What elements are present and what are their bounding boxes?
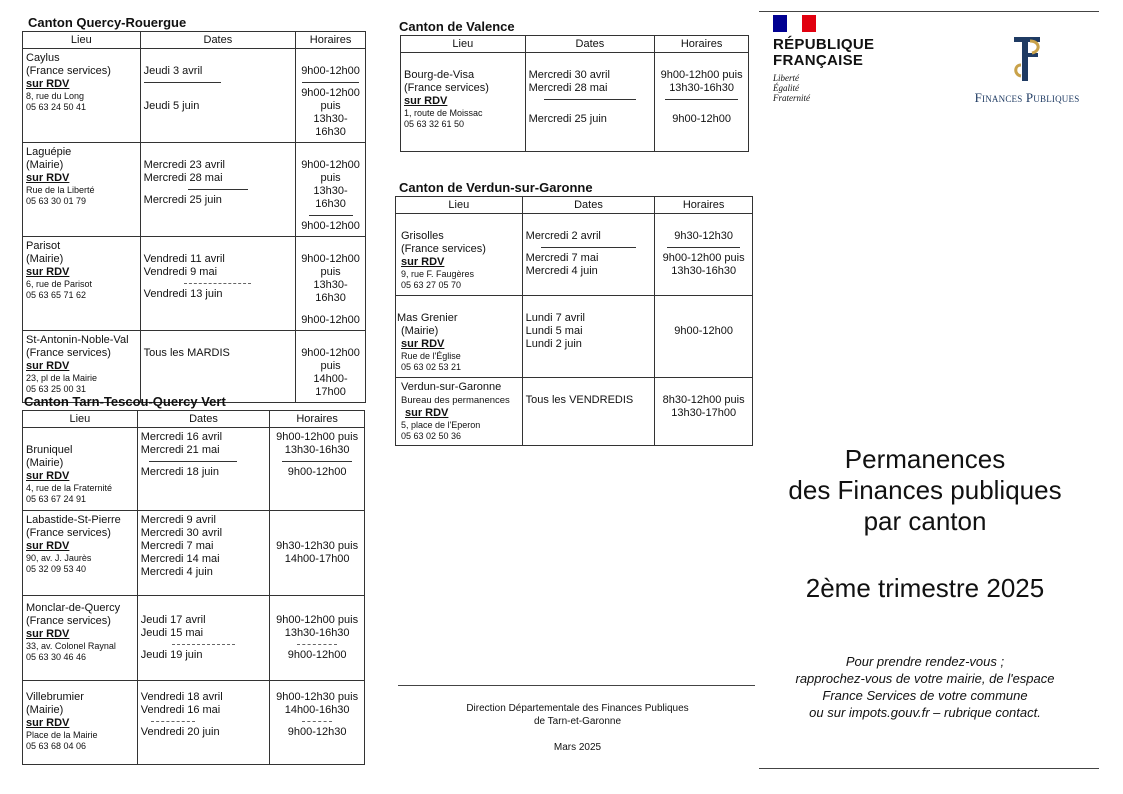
location-phone: 05 63 27 05 70 <box>401 280 462 290</box>
separator <box>544 99 636 100</box>
location-name: Grisolles <box>401 230 444 242</box>
header-horaires: Horaires <box>270 411 365 428</box>
hours-item: 9h00-12h00 puis <box>301 253 360 278</box>
hours-item: 9h00-12h30 puis <box>276 691 359 703</box>
location-type: Bureau des permanences <box>401 395 510 406</box>
location-type: (Mairie) <box>26 704 64 716</box>
appointment-note: sur RDV <box>401 338 445 350</box>
subtitle: 2ème trimestre 2025 <box>805 573 1045 603</box>
location-type: (Mairie) <box>26 457 64 469</box>
contact-line-2: rapprochez-vous de votre mairie, de l'espace <box>795 671 1055 686</box>
header-horaires: Horaires <box>655 197 753 214</box>
hours-cell <box>296 143 366 237</box>
hours-cell <box>296 237 366 331</box>
table-header-row <box>23 32 366 49</box>
location-address: 9, rue F. Faugères <box>401 269 475 279</box>
appointment-note: sur RDV <box>401 256 445 268</box>
appointment-note: sur RDV <box>26 266 70 278</box>
date-item: Vendredi 20 juin <box>140 726 220 738</box>
hours-item: 9h00-12h00 puis <box>662 252 745 264</box>
location-address: 33, av. Colonel Raynal <box>26 641 116 651</box>
location-name: Caylus <box>26 52 60 64</box>
date-item: Mercredi 18 juin <box>140 466 219 478</box>
location-phone: 05 63 02 50 36 <box>401 431 462 441</box>
date-item: Mercredi 4 juin <box>525 265 598 277</box>
location-cell <box>23 331 141 403</box>
location-name: Bruniquel <box>26 444 73 456</box>
hours-cell <box>270 428 365 511</box>
date-item: Vendredi 18 avril <box>140 691 223 703</box>
date-item: Lundi 2 juin <box>525 338 582 350</box>
location-address: 4, rue de la Fraternité <box>26 483 113 493</box>
date-item: Jeudi 15 mai <box>140 627 204 639</box>
hours-item: 9h00-12h00 <box>674 325 734 337</box>
location-address: Rue de la Liberté <box>26 185 95 195</box>
location-phone: 05 63 24 50 41 <box>26 102 87 112</box>
hours-cell <box>296 331 366 403</box>
location-phone: 05 63 32 61 50 <box>404 119 465 129</box>
footer-divider <box>398 685 755 686</box>
location-type: (France services) <box>26 347 111 359</box>
location-name: Bourg-de-Visa <box>404 69 475 81</box>
dates-cell <box>140 331 295 403</box>
separator <box>184 283 251 284</box>
hours-item: 13h30-16h30 <box>284 627 350 639</box>
header-horaires: Horaires <box>655 36 749 53</box>
location-name: Verdun-sur-Garonne <box>401 381 502 393</box>
location-type: (Mairie) <box>401 325 439 337</box>
location-phone: 05 63 68 04 06 <box>26 741 87 751</box>
location-cell <box>23 237 141 331</box>
location-phone: 05 63 65 71 62 <box>26 290 87 300</box>
location-cell <box>23 143 141 237</box>
separator <box>309 215 353 216</box>
footer-line-1: Direction Départementale des Finances Publiques <box>466 703 689 714</box>
date-item: Mercredi 21 mai <box>140 444 220 456</box>
title-line-3: par canton <box>863 506 987 536</box>
date-item: Tous les MARDIS <box>143 347 230 359</box>
location-name: Labastide-St-Pierre <box>26 514 121 526</box>
location-name: Parisot <box>26 240 61 252</box>
motto-liberte: Liberté <box>773 73 799 83</box>
hours-item: 13h30-16h30 <box>669 82 735 94</box>
table-row <box>396 378 753 446</box>
location-type: (Mairie) <box>26 253 64 265</box>
separator <box>149 461 237 462</box>
location-address: 5, place de l'Eperon <box>401 420 481 430</box>
hours-item: 9h30-12h30 <box>674 230 734 242</box>
schedule-table-quercy <box>22 31 366 403</box>
table-row <box>23 49 366 143</box>
table-row <box>396 296 753 378</box>
hours-item: 14h00-17h00 <box>313 373 348 398</box>
header-horaires: Horaires <box>296 32 366 49</box>
location-phone: 05 63 30 01 79 <box>26 196 87 206</box>
header-dates: Dates <box>522 197 655 214</box>
location-cell <box>23 511 138 596</box>
hours-item: 13h30-16h30 <box>284 444 350 456</box>
hours-item: 9h00-12h00 <box>287 649 347 661</box>
hours-cell <box>655 296 753 378</box>
hours-item: 9h00-12h00 <box>672 113 731 125</box>
rf-line-2: FRANÇAISE <box>773 52 864 69</box>
location-type: (France services) <box>404 82 489 94</box>
date-item: Mercredi 23 avril <box>143 159 225 171</box>
location-cell <box>23 681 138 765</box>
republique-francaise-logo <box>773 15 874 103</box>
hours-cell <box>655 214 753 296</box>
date-item: Mercredi 7 mai <box>525 252 599 264</box>
appointment-note: sur RDV <box>26 540 70 552</box>
location-phone: 05 63 25 00 31 <box>26 384 87 394</box>
separator <box>667 247 740 248</box>
date-item: Jeudi 19 juin <box>140 649 203 661</box>
location-address: Place de la Mairie <box>26 730 98 740</box>
header-lieu: Lieu <box>396 197 523 214</box>
appointment-note: sur RDV <box>404 95 448 107</box>
header-lieu: Lieu <box>401 36 526 53</box>
location-cell <box>23 428 138 511</box>
date-item: Vendredi 16 mai <box>140 704 221 716</box>
motto-fraternite: Fraternité <box>773 93 810 103</box>
fp-emblem-icon <box>1010 35 1044 83</box>
canton-title-verdun: Canton de Verdun-sur-Garonne <box>399 180 593 195</box>
date-item: Vendredi 9 mai <box>143 266 218 278</box>
schedule-table-tarn <box>22 410 365 765</box>
contact-line-4: ou sur impots.gouv.fr – rubrique contact. <box>809 705 1041 720</box>
contact-line-1: Pour prendre rendez-vous ; <box>845 654 1005 669</box>
date-item: Lundi 5 mai <box>525 325 583 337</box>
location-name: Laguépie <box>26 146 72 158</box>
hours-item: 9h00-12h00 puis <box>301 159 360 184</box>
rf-wordmark <box>773 37 874 69</box>
appointment-note: sur RDV <box>26 78 70 90</box>
dates-cell <box>525 53 655 152</box>
title-line-2: des Finances publiques <box>788 475 1062 505</box>
dates-cell <box>137 511 270 596</box>
appointment-note: sur RDV <box>26 717 70 729</box>
appointment-note: sur RDV <box>26 172 70 184</box>
hours-cell <box>655 378 753 446</box>
schedule-table-valence <box>400 35 749 152</box>
location-name: St-Antonin-Noble-Val <box>26 334 129 346</box>
table-row <box>23 237 366 331</box>
footer-line-2: de Tarn-et-Garonne <box>533 716 622 727</box>
location-type: (France services) <box>26 615 111 627</box>
date-item: Lundi 7 avril <box>525 312 585 324</box>
separator <box>151 721 195 722</box>
header-lieu: Lieu <box>23 32 141 49</box>
hours-cell <box>270 511 365 596</box>
fp-wordmark: Finances Publiques <box>974 90 1080 105</box>
date-item: Tous les VENDREDIS <box>525 394 634 406</box>
canton-title-tarn: Canton Tarn-Tescou-Quercy Vert <box>24 394 226 409</box>
dates-cell <box>522 378 655 446</box>
appointment-note: sur RDV <box>26 470 70 482</box>
hours-item: 9h00-12h00 <box>301 65 360 77</box>
date-item: Mercredi 14 mai <box>140 553 220 565</box>
date-item: Jeudi 3 avril <box>143 65 203 77</box>
location-phone: 05 63 67 24 91 <box>26 494 87 504</box>
date-item: Mercredi 30 avril <box>528 69 610 81</box>
location-cell <box>23 49 141 143</box>
location-type: (Mairie) <box>26 159 64 171</box>
hours-item: 9h00-12h30 <box>287 726 347 738</box>
appointment-note: sur RDV <box>26 360 70 372</box>
location-type: (France services) <box>26 527 111 539</box>
hours-item: 13h30-17h00 <box>671 407 737 419</box>
dates-cell <box>140 49 295 143</box>
date-item: Mercredi 25 juin <box>143 194 222 206</box>
table-row <box>23 428 365 511</box>
table-row <box>23 511 365 596</box>
header-dates: Dates <box>525 36 655 53</box>
date-item: Mercredi 9 avril <box>140 514 216 526</box>
hours-cell <box>655 53 749 152</box>
table-header-row <box>396 197 753 214</box>
date-item: Mercredi 28 mai <box>143 172 223 184</box>
dates-cell <box>522 214 655 296</box>
hours-item: 9h00-12h00 puis <box>276 431 359 443</box>
date-item: Mercredi 28 mai <box>528 82 608 94</box>
separator <box>188 189 247 190</box>
table-row <box>23 331 366 403</box>
french-flag-icon <box>773 15 816 32</box>
location-phone: 05 63 02 53 21 <box>401 362 462 372</box>
hours-item: 13h30-16h30 <box>313 113 348 138</box>
schedule-table-verdun <box>395 196 753 446</box>
location-type: (France services) <box>401 243 486 255</box>
finances-publiques-logo <box>962 35 1092 106</box>
location-cell <box>401 53 526 152</box>
header-dates: Dates <box>137 411 270 428</box>
footer-date: Mars 2025 <box>553 742 602 753</box>
canton-title-quercy: Canton Quercy-Rouergue <box>28 15 187 30</box>
date-item: Mercredi 4 juin <box>140 566 213 578</box>
hours-item: 13h30-16h30 <box>313 185 348 210</box>
location-cell <box>396 296 523 378</box>
hours-item: 8h30-12h00 puis <box>662 394 745 406</box>
date-item: Jeudi 17 avril <box>140 614 206 626</box>
date-item: Mercredi 2 avril <box>525 230 601 242</box>
contact-line-3: France Services de votre commune <box>822 688 1028 703</box>
canton-title-valence: Canton de Valence <box>399 19 515 34</box>
hours-item: 9h00-12h00 <box>301 314 360 326</box>
hours-item: 9h00-12h00 puis <box>301 87 360 112</box>
separator <box>297 644 336 645</box>
hours-item: 9h00-12h00 puis <box>660 69 743 81</box>
date-item: Jeudi 5 juin <box>143 100 200 112</box>
appointment-note: sur RDV <box>405 407 449 419</box>
page-title <box>760 446 1090 534</box>
hours-item: 14h00-16h30 <box>284 704 350 716</box>
hours-item: 9h00-12h00 puis <box>301 347 360 372</box>
location-name: Monclar-de-Quercy <box>26 602 121 614</box>
table-row <box>396 214 753 296</box>
location-address: Rue de l'Église <box>401 351 461 361</box>
dates-cell <box>522 296 655 378</box>
hours-item: 13h30-16h30 <box>313 279 348 304</box>
date-item: Mercredi 7 mai <box>140 540 214 552</box>
table-row <box>23 143 366 237</box>
location-address: 8, rue du Long <box>26 91 85 101</box>
location-phone: 05 32 09 53 40 <box>26 564 87 574</box>
dates-cell <box>137 596 270 681</box>
dates-cell <box>137 428 270 511</box>
location-name: Mas Grenier <box>397 312 458 324</box>
separator <box>144 82 221 83</box>
dates-cell <box>140 237 295 331</box>
location-cell <box>23 596 138 681</box>
top-divider <box>759 11 1099 12</box>
date-item: Vendredi 11 avril <box>143 253 225 265</box>
contact-note <box>770 653 1080 721</box>
date-item: Mercredi 25 juin <box>528 113 607 125</box>
location-cell <box>396 214 523 296</box>
bottom-divider <box>759 768 1099 769</box>
table-header-row <box>401 36 749 53</box>
header-dates: Dates <box>140 32 295 49</box>
footer-org <box>400 702 755 728</box>
hours-item: 9h00-12h00 <box>287 466 347 478</box>
table-row <box>401 53 749 152</box>
rf-line-1: RÉPUBLIQUE <box>773 36 875 53</box>
separator <box>282 461 352 462</box>
header-lieu: Lieu <box>23 411 138 428</box>
date-item: Vendredi 13 juin <box>143 288 223 300</box>
location-phone: 05 63 30 46 46 <box>26 652 87 662</box>
table-header-row <box>23 411 365 428</box>
hours-item: 13h30-16h30 <box>671 265 737 277</box>
separator <box>302 721 333 722</box>
separator <box>302 82 359 83</box>
hours-cell <box>270 596 365 681</box>
hours-item: 9h30-12h30 puis <box>276 540 359 552</box>
separator <box>665 99 739 100</box>
rf-motto <box>773 73 874 103</box>
location-address: 90, av. J. Jaurès <box>26 553 92 563</box>
location-type: (France services) <box>26 65 111 77</box>
appointment-note: sur RDV <box>26 628 70 640</box>
date-item: Mercredi 30 avril <box>140 527 223 539</box>
date-item: Mercredi 16 avril <box>140 431 223 443</box>
separator <box>541 247 635 248</box>
location-address: 6, rue de Parisot <box>26 279 93 289</box>
location-cell <box>396 378 523 446</box>
dates-cell <box>140 143 295 237</box>
location-name: Villebrumier <box>26 691 84 703</box>
separator <box>172 644 235 645</box>
hours-cell <box>296 49 366 143</box>
hours-cell <box>270 681 365 765</box>
location-address: 23, pl de la Mairie <box>26 373 98 383</box>
table-row <box>23 681 365 765</box>
motto-egalite: Égalité <box>773 83 799 93</box>
location-address: 1, route de Moissac <box>404 108 483 118</box>
hours-item: 9h00-12h00 <box>301 220 360 232</box>
hours-item: 9h00-12h00 puis <box>276 614 359 626</box>
table-row <box>23 596 365 681</box>
hours-item: 14h00-17h00 <box>284 553 350 565</box>
title-line-1: Permanences <box>844 444 1006 474</box>
dates-cell <box>137 681 270 765</box>
